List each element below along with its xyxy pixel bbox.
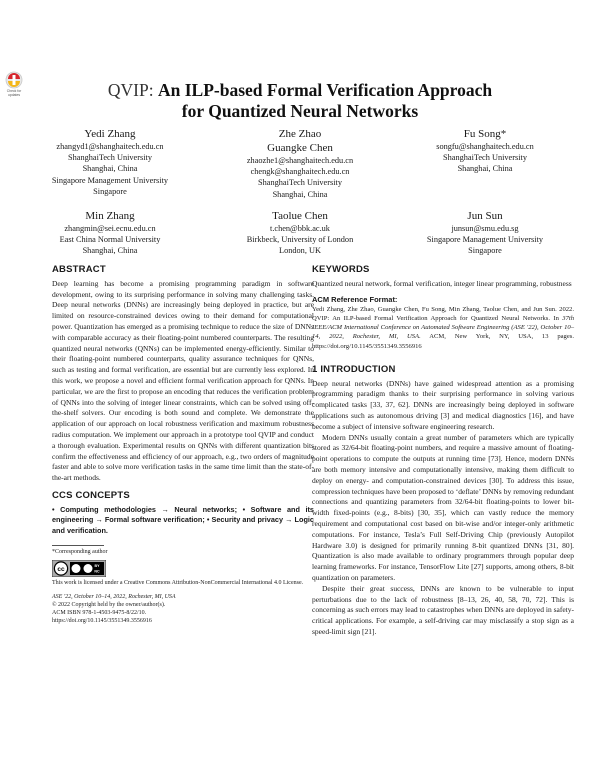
author-email: songfu@shanghaitech.edu.cn xyxy=(436,142,534,151)
author-name: Zhe Zhao xyxy=(278,128,322,140)
paper-title xyxy=(60,80,540,122)
author-email: zhangyd1@shanghaitech.edu.cn xyxy=(56,142,164,151)
author-affiliation: ShanghaiTech University xyxy=(68,153,152,163)
intro-paragraph-1: Deep neural networks (DNNs) have gained widespread attention as a promising programming paradigm thanks to their surprising performance in solving various complicated tasks [33, 37, 62]. DNNs are increasingly being deployed in software applications such as autonomous driving [3] and medical diagnostics [16], and have become a subject of intensive software engineering research. xyxy=(312,378,574,431)
conference-info xyxy=(52,593,314,626)
doi-link[interactable]: https://doi.org/10.1145/3551349.3556916 xyxy=(52,618,152,625)
author-email: zhangmin@sei.ecnu.edu.cn xyxy=(64,224,156,233)
corresponding-author-note: *Corresponding author xyxy=(52,549,108,556)
author-name: Fu Song* xyxy=(463,128,507,140)
by-label: BY xyxy=(94,564,100,569)
footnote-rule xyxy=(52,545,104,546)
author-location: London, UK xyxy=(279,246,321,256)
abstract-heading: ABSTRACT xyxy=(52,264,106,275)
acm-reference-heading: ACM Reference Format: xyxy=(312,294,398,304)
author-affiliation: ShanghaiTech University xyxy=(443,153,527,163)
abstract-text: Deep learning has become a promising programming paradigm in software development, owing to its surprising performance in solving many challenging tasks. Deep neural networks (DNNs) are increasingly being deployed in practice, but are limited on resource-constrained devices owing to their demand for computational power. Quantization has emerged as a promising technique to reduce the size of DNNs with comparable accuracy as their floating-point numbered counterparts. The resulting quantized neural networks (QNNs) can be implemented energy-efficiently. Similar to their floating-point numbered counterparts, quality assurance techniques for QNNs, such as testing and formal verification, are essential but are currently less explored. In this work, we propose a novel and efficient formal verification approach for QNNs. In particular, we are the first to propose an encoding that reduces the verification problem of QNNs into the solving of integer linear constraints, which can be solved using off-the-shelf solvers. Our encoding is both sound and complete. We demonstrate the application of our approach on local robustness verification and maximum robustness radius computation. We implement our approach in a prototype tool QVIP and conduct a thorough evaluation. Experimental results on QNNs with different quantization bits confirm the effectiveness and efficiency of our approach, e.g., two orders of magnitude faster and able to solve more verification tasks in the same time limit than the state-of-the-art methods. xyxy=(52,278,314,483)
copyright-line: © 2022 Copyright held by the owner/author(s). xyxy=(52,601,166,608)
badge-label: Check for updates xyxy=(6,89,22,97)
author-affiliation: Birkbeck, University of London xyxy=(246,235,354,245)
author-block-3 xyxy=(395,127,575,175)
acm-reference-text-a: Yedi Zhang, Zhe Zhao, Guangke Chen, Fu Song, Min Zhang, Taolue Chen, and Jun Sun. 2022. QVIP: An ILP-based Formal Verification Approach for Quantized Neural Networks. In xyxy=(312,305,574,322)
author-name: Min Zhang xyxy=(85,210,135,222)
author-block-5 xyxy=(210,209,390,257)
creative-commons-icon xyxy=(52,560,106,577)
author-affiliation: Singapore Management University xyxy=(426,235,544,245)
acm-reference xyxy=(312,295,574,351)
keywords-heading: KEYWORDS xyxy=(312,264,370,275)
ccs-heading: CCS CONCEPTS xyxy=(52,489,130,501)
cc-label: cc xyxy=(57,566,65,574)
footnotes xyxy=(52,545,314,625)
author-email: t.chen@bbk.ac.uk xyxy=(270,224,330,233)
isbn-line: ACM ISBN 978-1-4503-9475-8/22/10. xyxy=(52,610,147,617)
nc-label: NC xyxy=(94,569,100,574)
ccs-bold: • Computing methodologies → Neural networks xyxy=(52,504,235,514)
author-block-6 xyxy=(395,209,575,257)
cc-license-logo xyxy=(52,560,314,577)
author-block-4 xyxy=(20,209,200,257)
author-affiliation: East China Normal University xyxy=(59,235,161,245)
ccs-concepts xyxy=(52,505,314,537)
title-line2: for Quantized Neural Networks xyxy=(181,101,419,121)
author-affiliation: ShanghaiTech University xyxy=(258,178,342,188)
acm-reference-text-b: ACM, New York, NY, USA, 13 pages. https://doi.org/10.1145/3551349.3556916 xyxy=(312,333,574,350)
author-location: Shanghai, China xyxy=(272,189,328,199)
author-email-2: chengk@shanghaitech.edu.cn xyxy=(250,167,350,177)
title-prefix: QVIP: xyxy=(107,80,158,100)
author-name: Taolue Chen xyxy=(272,210,328,222)
acm-reference-venue: 37th IEEE/ACM International Conference on Automated Software Engineering (ASE '22), October 10–14, 2022, Rochester, MI, USA. xyxy=(312,315,574,341)
author-affiliation: Singapore Management University xyxy=(51,175,169,185)
author-name: Yedi Zhang xyxy=(84,128,136,140)
author-location: Shanghai, China xyxy=(82,164,138,174)
right-column xyxy=(312,265,574,638)
keywords-text: Quantized neural network, formal verification, integer linear programming, robustness xyxy=(312,278,572,288)
intro-paragraph-2: Modern DNNs usually contain a great number of parameters which are typically stored as 32/64-bit floating-point numbers, and require a massive amount of floating-point operations to compute the outputs at running time [73]. Hence, modern DNNs are both memory intensive and computationally intensive, making them difficult to deploy on energy- and computation-constrained devices [30]. To address this issue, compression techniques have been proposed to ‘deflate’ DNNs by removing redundant connections and quantizing parameters from 32/64-bit floating-points to lower bit-width fixed-points (e.g., 8-bits) [30, 35], which can vastly reduce the memory requirement and computational cost based on bit-wise and/or integer-only arithmetic computations. For instance, Tesla’s Full Self-Driving Chip (previously Autopilot Hardware 3.0) is designed for primarily running 8-bit quantized DNNs [31, 80]. Quantization is also made available to ordinary programmers through popular deep learning frameworks. For instance, TensorFlow Lite [27] supports, among others, 8-bit quantization on parameters. xyxy=(312,432,574,582)
introduction-heading: 1 INTRODUCTION xyxy=(312,363,396,375)
author-block-2 xyxy=(210,127,390,200)
author-location: Shanghai, China xyxy=(82,246,138,256)
check-for-updates-badge[interactable] xyxy=(3,70,25,98)
ccs-rest: ; • Software and its engineering → Formal software verification; • Security and privacy → Logic and verification. xyxy=(52,504,314,535)
conference-venue: ASE '22, October 10–14, 2022, Rochester, MI, USA xyxy=(52,593,176,600)
author-location: Shanghai, China xyxy=(457,164,513,174)
author-block-1 xyxy=(20,127,200,197)
author-location: Singapore xyxy=(93,186,127,196)
left-column xyxy=(52,265,314,625)
author-name: Jun Sun xyxy=(467,210,503,222)
author-email: junsun@smu.edu.sg xyxy=(451,224,519,233)
intro-paragraph-3: Despite their great success, DNNs are known to be vulnerable to input perturbations due to the lack of robustness [8–13, 26, 40, 58, 70, 72]. This is concerning as such errors may lead to catastrophes when DNNs are deployed in safety-critical applications. For example, a self-driving car may misclassify a stop sign as a speed-limit sign [21]. xyxy=(312,583,574,636)
author-email: zhaozhe1@shanghaitech.edu.cn xyxy=(246,156,354,165)
author-location: Singapore xyxy=(468,246,502,256)
author-name-2: Guangke Chen xyxy=(267,142,333,154)
title-line1: An ILP-based Formal Verification Approach xyxy=(157,80,493,100)
license-text: This work is licensed under a Creative Commons Attribution-NonCommercial International 4.0 License. xyxy=(52,580,304,587)
